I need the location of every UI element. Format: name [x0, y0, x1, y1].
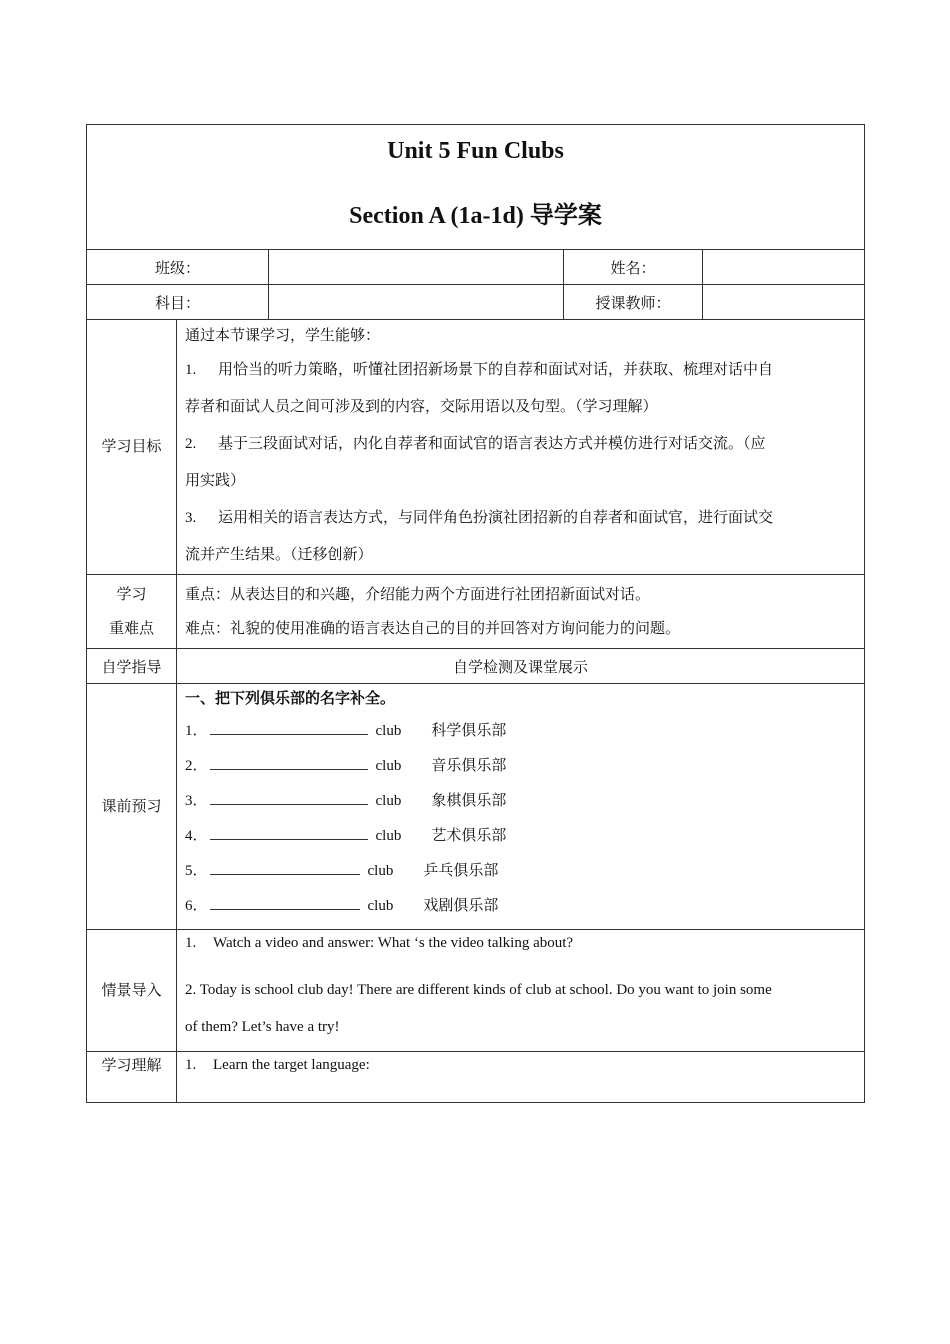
difficulty-text: 难点：礼貌的使用准确的语言表达自己的目的并回答对方询问能力的问题。	[185, 620, 681, 637]
subject-teacher-row	[87, 285, 865, 320]
lead-in-content	[177, 930, 865, 1052]
teacher-field[interactable]	[703, 285, 865, 320]
preview-item-1: 1． club 科学俱乐部	[185, 714, 856, 749]
teacher-label: 授课教师：	[564, 285, 703, 320]
key-points-row	[87, 575, 865, 649]
guide-label: 自学指导	[87, 649, 177, 684]
preview-content	[177, 684, 865, 930]
objective-2-line2: 用实践）	[185, 473, 246, 489]
objective-3-line1: 3. 运用相关的语言表达方式，与同伴角色扮演社团招新的自荐者和面试官，进行面试交	[185, 510, 774, 526]
lead-in-row	[87, 930, 865, 1052]
key-points-content	[177, 575, 865, 649]
objective-1-line2: 荐者和面试人员之间可涉及到的内容，交际用语以及句型。（学习理解）	[185, 399, 658, 415]
name-label: 姓名：	[564, 250, 703, 285]
lead-in-item-2-line2: of them? Let’s have a try!	[185, 1019, 340, 1035]
objectives-label: 学习目标	[87, 320, 177, 575]
guide-sheet-table	[86, 124, 865, 1103]
subject-label: 科目：	[87, 285, 269, 320]
guide-header: 自学检测及课堂展示	[177, 649, 865, 684]
blank-field[interactable]	[210, 825, 368, 840]
key-points-label: 学习 重难点	[87, 575, 177, 649]
preview-label: 课前预习	[87, 684, 177, 930]
blank-field[interactable]	[210, 860, 360, 875]
title-cell	[87, 125, 865, 250]
section-title: Section A (1a-1d) 导学案	[349, 203, 602, 229]
class-label: 班级：	[87, 250, 269, 285]
objectives-intro: 通过本节课学习，学生能够：	[185, 328, 381, 344]
preview-item-6: 6． club 戏剧俱乐部	[185, 889, 856, 924]
objectives-content	[177, 320, 865, 575]
preview-item-4: 4． club 艺术俱乐部	[185, 819, 856, 854]
understanding-content	[177, 1052, 865, 1103]
class-field[interactable]	[269, 250, 564, 285]
objective-2-line1: 2. 基于三段面试对话，内化自荐者和面试官的语言表达方式并模仿进行对话交流。（应	[185, 436, 766, 452]
preview-item-3: 3． club 象棋俱乐部	[185, 784, 856, 819]
preview-row	[87, 684, 865, 930]
understanding-item-1: 1. Learn the target language:	[185, 1057, 370, 1073]
name-field[interactable]	[703, 250, 865, 285]
blank-field[interactable]	[210, 790, 368, 805]
focus-text: 重点：从表达目的和兴趣，介绍能力两个方面进行社团招新面试对话。	[185, 586, 651, 603]
lead-in-item-1: 1. Watch a video and answer: What ‘s the video talking about?	[185, 935, 574, 951]
blank-field[interactable]	[210, 720, 368, 735]
unit-title: Unit 5 Fun Clubs	[387, 138, 564, 164]
objectives-row	[87, 320, 865, 575]
preview-item-5: 5． club 乒乓俱乐部	[185, 854, 856, 889]
objective-1-line1: 1. 用恰当的听力策略，听懂社团招新场景下的自荐和面试对话，并获取、梳理对话中自	[185, 362, 774, 378]
understanding-row	[87, 1052, 865, 1103]
title-row	[87, 125, 865, 250]
subject-field[interactable]	[269, 285, 564, 320]
lead-in-label: 情景导入	[87, 930, 177, 1052]
preview-heading: 一、把下列俱乐部的名字补全。	[185, 691, 396, 707]
blank-field[interactable]	[210, 755, 368, 770]
understanding-label: 学习理解	[87, 1052, 177, 1103]
blank-field[interactable]	[210, 895, 360, 910]
guide-row	[87, 649, 865, 684]
class-name-row	[87, 250, 865, 285]
preview-item-2: 2． club 音乐俱乐部	[185, 749, 856, 784]
lead-in-item-2-line1: 2. Today is school club day! There are different kinds of club at school. Do you want to join some	[185, 982, 772, 998]
objective-3-line2: 流并产生结果。（迁移创新）	[185, 547, 373, 563]
